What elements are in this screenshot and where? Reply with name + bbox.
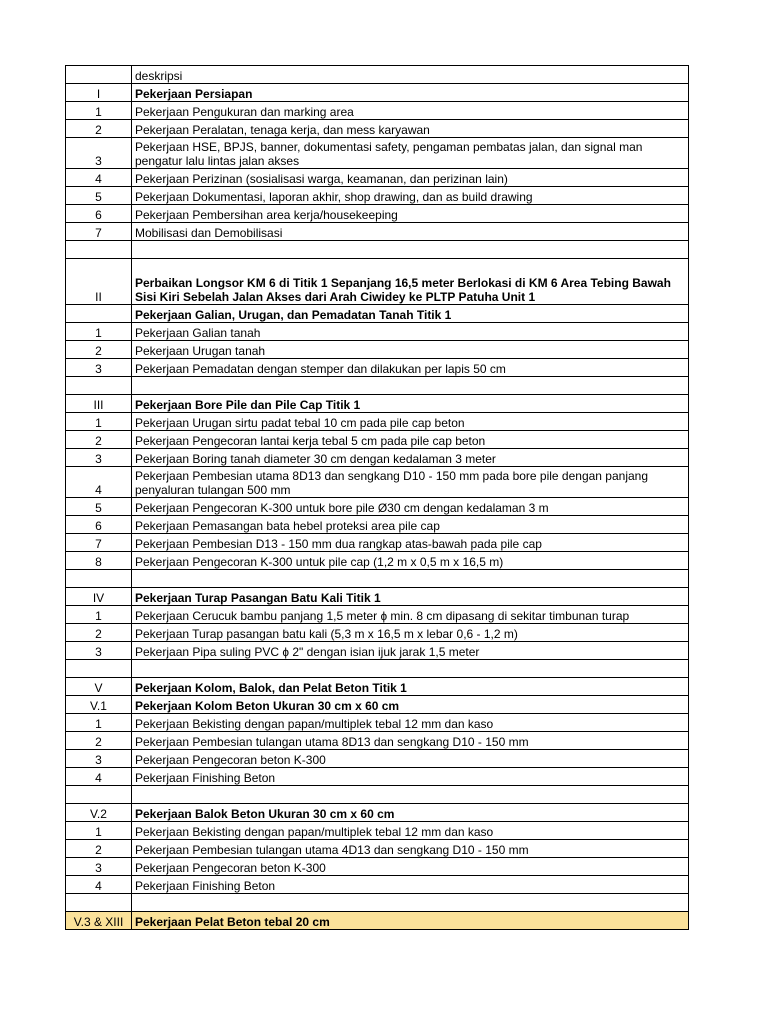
item-number: [66, 305, 132, 323]
item-description: [132, 786, 689, 804]
table-row: [66, 413, 689, 431]
item-description: Pekerjaan Pembesian D13 - 150 mm dua rangkap atas-bawah pada pile cap: [132, 534, 689, 552]
item-number: 8: [66, 552, 132, 570]
item-number: III: [66, 395, 132, 413]
item-description: [132, 894, 689, 912]
empty-row: [66, 377, 689, 395]
item-number: 3: [66, 138, 132, 169]
table-row: [66, 858, 689, 876]
item-description: Pekerjaan Urugan sirtu padat tebal 10 cm pada pile cap beton: [132, 413, 689, 431]
table-row: [66, 768, 689, 786]
table-row: [66, 341, 689, 359]
item-description: Pekerjaan Kolom Beton Ukuran 30 cm x 60 cm: [132, 696, 689, 714]
item-number: V.1: [66, 696, 132, 714]
item-description: [132, 660, 689, 678]
table-row: [66, 449, 689, 467]
item-description: Pekerjaan Peralatan, tenaga kerja, dan mess karyawan: [132, 120, 689, 138]
table-row: [66, 642, 689, 660]
item-description: Pekerjaan HSE, BPJS, banner, dokumentasi safety, pengaman pembatas jalan, dan signal man pengatur lalu lintas jalan akses: [132, 138, 689, 169]
empty-row: [66, 894, 689, 912]
item-number: V.3 & XIII: [66, 912, 132, 930]
item-number: 3: [66, 750, 132, 768]
item-number: 7: [66, 223, 132, 241]
item-number: 4: [66, 876, 132, 894]
item-number: [66, 66, 132, 84]
boq-table-body: [66, 66, 689, 930]
table-row: [66, 66, 689, 84]
item-number: 2: [66, 840, 132, 858]
item-description: [132, 570, 689, 588]
table-row: [66, 516, 689, 534]
item-number: 5: [66, 498, 132, 516]
item-number: 5: [66, 187, 132, 205]
table-row: [66, 359, 689, 377]
item-description: Pekerjaan Pengecoran K-300 untuk pile cap (1,2 m x 0,5 m x 16,5 m): [132, 552, 689, 570]
empty-row: [66, 570, 689, 588]
item-description: Perbaikan Longsor KM 6 di Titik 1 Sepanjang 16,5 meter Berlokasi di KM 6 Area Tebing Bawah Sisi Kiri Sebelah Jalan Akses dari Arah Ciwidey ke PLTP Patuha Unit 1: [132, 259, 689, 305]
item-description: Pekerjaan Pengukuran dan marking area: [132, 102, 689, 120]
item-description: Pekerjaan Finishing Beton: [132, 768, 689, 786]
item-number: [66, 241, 132, 259]
item-number: 4: [66, 467, 132, 498]
item-number: 1: [66, 323, 132, 341]
item-description: Pekerjaan Bekisting dengan papan/multiplek tebal 12 mm dan kaso: [132, 822, 689, 840]
empty-row: [66, 660, 689, 678]
item-number: 2: [66, 624, 132, 642]
table-row: [66, 431, 689, 449]
table-row: [66, 552, 689, 570]
item-description: Pekerjaan Pembesian tulangan utama 4D13 dan sengkang D10 - 150 mm: [132, 840, 689, 858]
item-number: I: [66, 84, 132, 102]
item-description: Pekerjaan Boring tanah diameter 30 cm dengan kedalaman 3 meter: [132, 449, 689, 467]
item-number: [66, 786, 132, 804]
item-description: Pekerjaan Balok Beton Ukuran 30 cm x 60 cm: [132, 804, 689, 822]
table-row: [66, 588, 689, 606]
item-number: V.2: [66, 804, 132, 822]
item-description: Pekerjaan Pembesian tulangan utama 8D13 dan sengkang D10 - 150 mm: [132, 732, 689, 750]
item-description: Pekerjaan Finishing Beton: [132, 876, 689, 894]
item-number: 1: [66, 102, 132, 120]
item-description: Pekerjaan Urugan tanah: [132, 341, 689, 359]
item-description: Pekerjaan Pembersihan area kerja/housekeeping: [132, 205, 689, 223]
item-description: Pekerjaan Galian tanah: [132, 323, 689, 341]
item-description: [132, 377, 689, 395]
table-row: [66, 395, 689, 413]
item-description: Pekerjaan Pemadatan dengan stemper dan dilakukan per lapis 50 cm: [132, 359, 689, 377]
table-row: [66, 102, 689, 120]
item-number: 3: [66, 449, 132, 467]
item-description: [132, 241, 689, 259]
boq-table: [65, 65, 689, 930]
table-row: [66, 750, 689, 768]
item-description: Pekerjaan Kolom, Balok, dan Pelat Beton Titik 1: [132, 678, 689, 696]
item-number: [66, 377, 132, 395]
table-row: [66, 120, 689, 138]
table-row: [66, 138, 689, 169]
item-number: 4: [66, 169, 132, 187]
item-description: Pekerjaan Bekisting dengan papan/multiplek tebal 12 mm dan kaso: [132, 714, 689, 732]
table-row: [66, 498, 689, 516]
item-number: 2: [66, 431, 132, 449]
item-description: Mobilisasi dan Demobilisasi: [132, 223, 689, 241]
table-row: [66, 804, 689, 822]
item-number: 6: [66, 516, 132, 534]
item-description: Pekerjaan Pengecoran K-300 untuk bore pile Ø30 cm dengan kedalaman 3 m: [132, 498, 689, 516]
table-row: [66, 84, 689, 102]
table-row: [66, 678, 689, 696]
item-number: 1: [66, 606, 132, 624]
item-number: 2: [66, 341, 132, 359]
table-row: [66, 606, 689, 624]
table-row: [66, 323, 689, 341]
item-number: 6: [66, 205, 132, 223]
item-number: 3: [66, 359, 132, 377]
table-row: [66, 305, 689, 323]
table-row: [66, 205, 689, 223]
item-number: 3: [66, 858, 132, 876]
table-row: [66, 467, 689, 498]
item-description: Pekerjaan Galian, Urugan, dan Pemadatan Tanah Titik 1: [132, 305, 689, 323]
item-number: 3: [66, 642, 132, 660]
item-number: V: [66, 678, 132, 696]
table-row: [66, 840, 689, 858]
table-row: [66, 732, 689, 750]
table-row: [66, 714, 689, 732]
item-number: 1: [66, 413, 132, 431]
item-description: Pekerjaan Cerucuk bambu panjang 1,5 meter ɸ min. 8 cm dipasang di sekitar timbunan turap: [132, 606, 689, 624]
item-number: II: [66, 259, 132, 305]
item-number: 4: [66, 768, 132, 786]
table-row: [66, 169, 689, 187]
empty-row: [66, 786, 689, 804]
item-description: Pekerjaan Pemasangan bata hebel proteksi area pile cap: [132, 516, 689, 534]
item-description: Pekerjaan Pengecoran beton K-300: [132, 750, 689, 768]
table-row: [66, 534, 689, 552]
item-description: Pekerjaan Persiapan: [132, 84, 689, 102]
table-row: [66, 624, 689, 642]
item-number: 2: [66, 120, 132, 138]
item-number: [66, 570, 132, 588]
item-number: 7: [66, 534, 132, 552]
table-row: [66, 259, 689, 305]
table-row: [66, 912, 689, 930]
item-description: Pekerjaan Pengecoran lantai kerja tebal 5 cm pada pile cap beton: [132, 431, 689, 449]
table-row: [66, 223, 689, 241]
table-row: [66, 187, 689, 205]
item-description: Pekerjaan Pelat Beton tebal 20 cm: [132, 912, 689, 930]
item-description: Pekerjaan Perizinan (sosialisasi warga, keamanan, dan perizinan lain): [132, 169, 689, 187]
item-number: 1: [66, 822, 132, 840]
table-row: [66, 876, 689, 894]
item-description: Pekerjaan Turap pasangan batu kali (5,3 m x 16,5 m x lebar 0,6 - 1,2 m): [132, 624, 689, 642]
item-description: Pekerjaan Pipa suling PVC ɸ 2" dengan isian ijuk jarak 1,5 meter: [132, 642, 689, 660]
item-description: Pekerjaan Pembesian utama 8D13 dan sengkang D10 - 150 mm pada bore pile dengan panjang penyaluran tulangan 500 mm: [132, 467, 689, 498]
item-description: Pekerjaan Pengecoran beton K-300: [132, 858, 689, 876]
item-description: deskripsi: [132, 66, 689, 84]
item-description: Pekerjaan Bore Pile dan Pile Cap Titik 1: [132, 395, 689, 413]
item-description: Pekerjaan Turap Pasangan Batu Kali Titik 1: [132, 588, 689, 606]
item-number: 2: [66, 732, 132, 750]
item-description: Pekerjaan Dokumentasi, laporan akhir, shop drawing, dan as build drawing: [132, 187, 689, 205]
item-number: 1: [66, 714, 132, 732]
item-number: [66, 660, 132, 678]
table-row: [66, 822, 689, 840]
item-number: IV: [66, 588, 132, 606]
table-row: [66, 696, 689, 714]
item-number: [66, 894, 132, 912]
empty-row: [66, 241, 689, 259]
